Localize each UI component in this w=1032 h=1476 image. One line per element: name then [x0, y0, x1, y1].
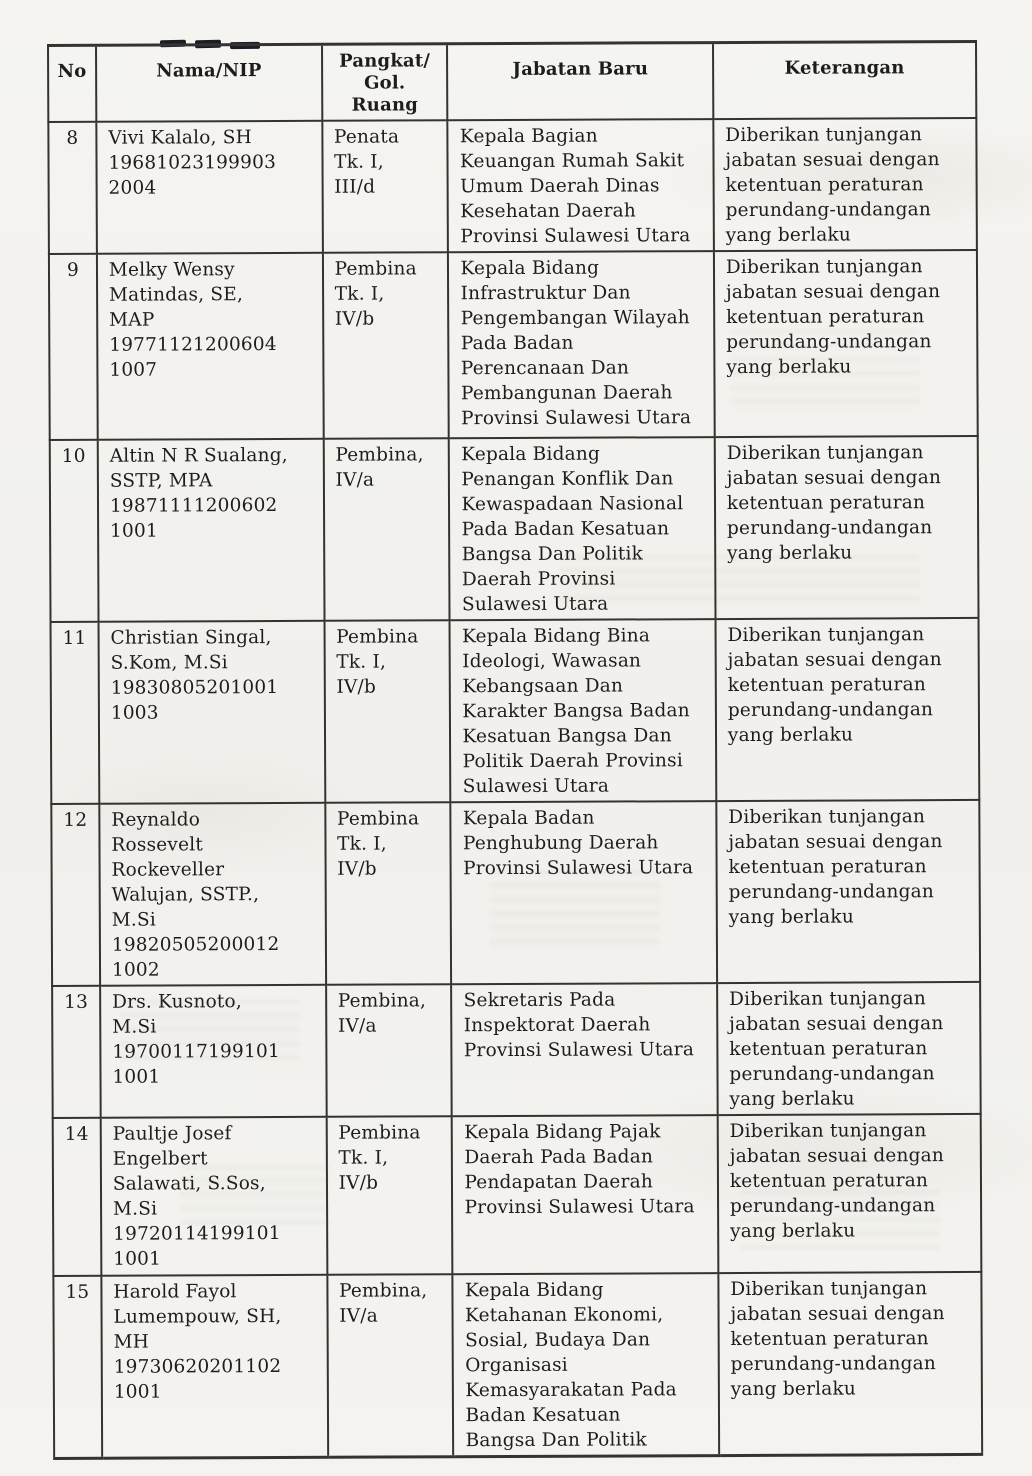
cell-keterangan: Diberikan tunjangan jabatan sesuai dengan ketentuan peraturan perundang-undangan yang berlaku: [716, 799, 980, 982]
cell-no: 8: [48, 121, 96, 253]
cell-no: 11: [51, 621, 100, 803]
cell-no: 10: [50, 439, 99, 621]
cell-pangkat-gol-ruang: Pembina, IV/a: [323, 438, 450, 621]
cell-pangkat-gol-ruang: Pembina Tk. I, IV/b: [326, 1116, 453, 1275]
cell-keterangan: Diberikan tunjangan jabatan sesuai dengan ketentuan peraturan perundang-undangan yang berlaku: [718, 1271, 982, 1455]
cell-keterangan: Diberikan tunjangan jabatan sesuai dengan ketentuan peraturan perundang-undangan yang berlaku: [718, 1113, 982, 1272]
cell-nama-nip: Paultje Josef Engelbert Salawati, S.Sos, M.Si 19720114199101 1001: [101, 1116, 327, 1275]
cell-pangkat-gol-ruang: Pembina Tk. I, IV/b: [325, 802, 452, 985]
cell-jabatan-baru: Kepala Bagian Keuangan Rumah Sakit Umum Daerah Dinas Kesehatan Daerah Provinsi Sulawesi Utara: [448, 119, 714, 252]
header-no: No: [48, 45, 96, 121]
table-row: [48, 117, 977, 253]
cell-pangkat-gol-ruang: Pembina Tk. I, IV/b: [323, 252, 450, 439]
cell-no: 13: [52, 985, 100, 1117]
cell-jabatan-baru: Kepala Badan Penghubung Daerah Provinsi Sulawesi Utara: [451, 801, 717, 984]
cell-jabatan-baru: Kepala Bidang Bina Ideologi, Wawasan Kebangsaan Dan Karakter Bangsa Badan Kesatuan Bangsa Dan Politik Daerah Provinsi Sulawesi Utara: [450, 619, 716, 802]
cell-jabatan-baru: Kepala Bidang Penangan Konflik Dan Kewaspadaan Nasional Pada Badan Kesatuan Bangsa Dan Politik Daerah Provinsi Sulawesi Utara: [449, 437, 715, 620]
cell-jabatan-baru: Kepala Bidang Pajak Daerah Pada Badan Pendapatan Daerah Provinsi Sulawesi Utara: [452, 1115, 718, 1274]
cell-jabatan-baru: Kepala Bidang Infrastruktur Dan Pengembangan Wilayah Pada Badan Perencanaan Dan Pembangunan Daerah Provinsi Sulawesi Utara: [448, 251, 714, 438]
cell-nama-nip: Vivi Kalalo, SH 19681023199903 2004: [96, 120, 322, 253]
personnel-appointment-table: [47, 40, 983, 1460]
cell-pangkat-gol-ruang: Pembina, IV/a: [326, 984, 452, 1117]
header-nama-nip: Nama/NIP: [96, 44, 322, 121]
cell-pangkat-gol-ruang: Penata Tk. I, III/d: [322, 120, 448, 253]
cell-pangkat-gol-ruang: Pembina, IV/a: [327, 1274, 454, 1457]
table-header-row: [48, 41, 976, 121]
cell-keterangan: Diberikan tunjangan jabatan sesuai dengan ketentuan peraturan perundang-undangan yang berlaku: [713, 117, 977, 250]
cell-keterangan: Diberikan tunjangan jabatan sesuai dengan ketentuan peraturan perundang-undangan yang berlaku: [715, 617, 979, 800]
header-pangkat-gol-ruang: Pangkat/ Gol. Ruang: [322, 44, 448, 121]
cell-nama-nip: Harold Fayol Lumempouw, SH, MH 19730620201102 1001: [101, 1274, 328, 1457]
table-row: [51, 799, 980, 985]
cell-pangkat-gol-ruang: Pembina Tk. I, IV/b: [324, 620, 451, 803]
cell-keterangan: Diberikan tunjangan jabatan sesuai dengan ketentuan peraturan perundang-undangan yang berlaku: [715, 435, 979, 618]
cell-no: 15: [53, 1275, 102, 1458]
cell-nama-nip: Christian Singal, S.Kom, M.Si 19830805201001 1003: [98, 620, 325, 803]
cell-no: 9: [49, 253, 98, 439]
table-row: [49, 249, 978, 439]
table-row: [53, 1271, 982, 1458]
header-keterangan: Keterangan: [713, 41, 976, 118]
cell-no: 12: [51, 803, 100, 985]
cell-jabatan-baru: Sekretaris Pada Inspektorat Daerah Provinsi Sulawesi Utara: [452, 983, 718, 1116]
cell-nama-nip: Reynaldo Rossevelt Rockeveller Walujan, SSTP., M.Si 19820505200012 1002: [99, 802, 326, 985]
cell-keterangan: Diberikan tunjangan jabatan sesuai dengan ketentuan peraturan perundang-undangan yang berlaku: [714, 249, 978, 436]
header-jabatan-baru: Jabatan Baru: [447, 43, 713, 120]
table-row: [52, 981, 981, 1117]
cell-jabatan-baru: Kepala Bidang Ketahanan Ekonomi, Sosial, Budaya Dan Organisasi Kemasyarakatan Pada Badan Kesatuan Bangsa Dan Politik: [453, 1273, 719, 1457]
cell-no: 14: [53, 1117, 102, 1275]
table-row: [51, 617, 980, 803]
cell-keterangan: Diberikan tunjangan jabatan sesuai dengan ketentuan peraturan perundang-undangan yang berlaku: [717, 981, 981, 1114]
table-row: [50, 435, 979, 621]
cell-nama-nip: Drs. Kusnoto, M.Si 19700117199101 1001: [100, 984, 326, 1117]
table-row: [53, 1113, 982, 1275]
cell-nama-nip: Altin N R Sualang, SSTP, MPA 19871111200602 1001: [98, 438, 325, 621]
cell-nama-nip: Melky Wensy Matindas, SE, MAP 19771121200604 1007: [97, 252, 324, 439]
